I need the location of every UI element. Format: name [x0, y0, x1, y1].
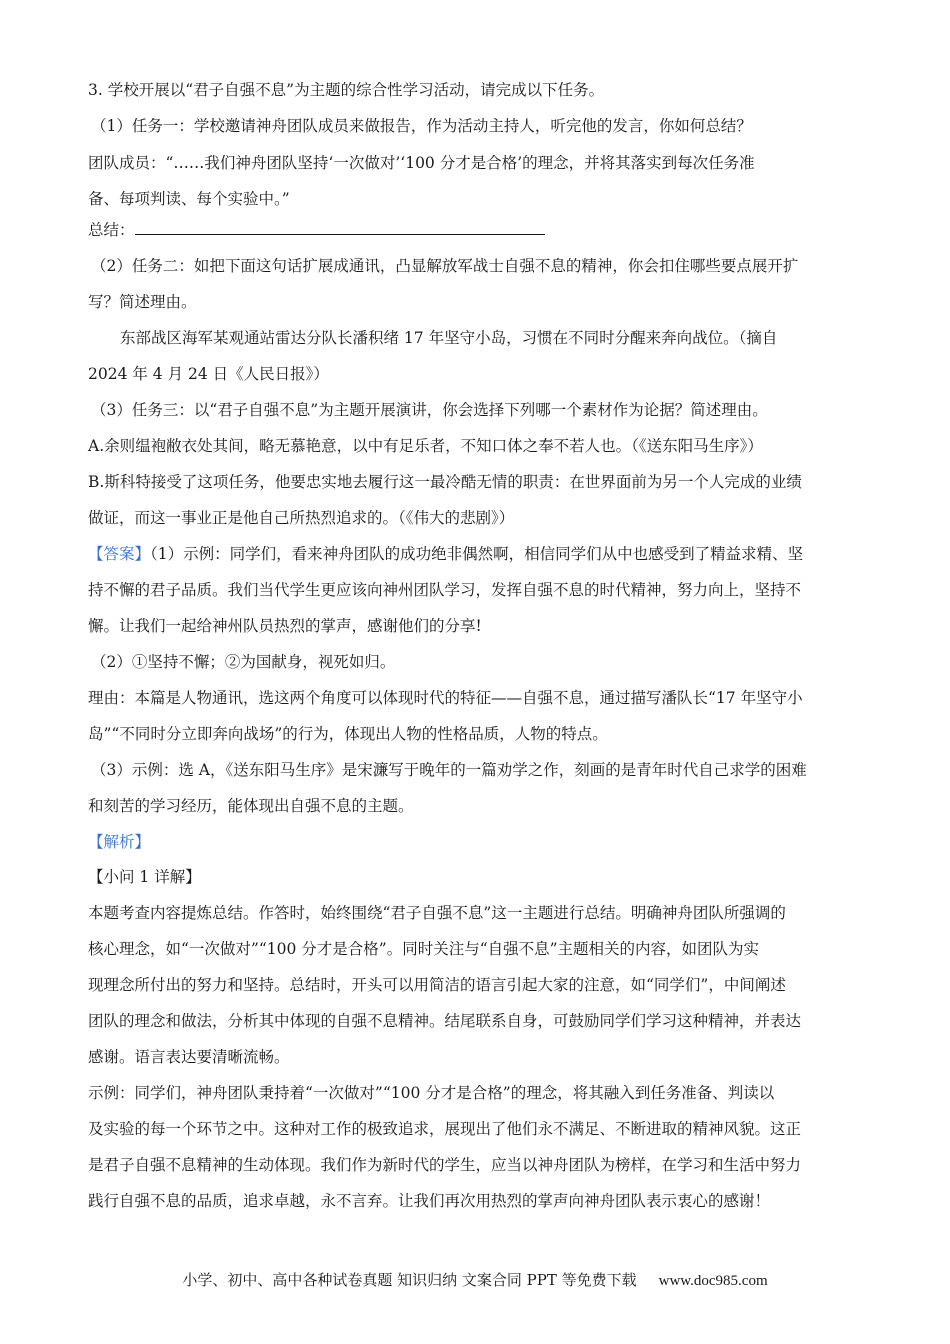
answer-1-line3: 懈。让我们一起给神州队员热烈的掌声，感谢他们的分享!: [88, 617, 482, 635]
analysis-tag: 【解析】: [88, 833, 151, 851]
task2-excerpt-line2: 2024 年 4 月 24 日《人民日报》）: [88, 365, 329, 383]
task3-prompt: （3）任务三：以“君子自强不息”为主题开展演讲，你会选择下列哪一个素材作为论据？简述理由。: [91, 401, 768, 419]
task1-prompt: （1）任务一：学校邀请神舟团队成员来做报告，作为活动主持人，听完他的发言，你如何总结？: [91, 117, 752, 135]
analysis-example-line4: 践行自强不息的品质，追求卓越，永不言弃。让我们再次用热烈的掌声向神舟团队表示衷心的感谢！: [88, 1192, 771, 1210]
analysis-p1-line2: 核心理念，如“一次做对”“100 分才是合格”。同时关注与“自强不息”主题相关的内容，如团队为实: [88, 940, 760, 958]
analysis-p1-line4: 团队的理念和做法，分析其中体现的自强不息精神。结尾联系自身，可鼓励同学们学习这种精神，并表达: [88, 1012, 802, 1030]
analysis-sub1-heading: 【小问 1 详解】: [88, 868, 201, 886]
answer-1-line2: 持不懈的君子品质。我们当代学生更应该向神州团队学习，发挥自强不息的时代精神，努力向上，坚持不: [88, 581, 802, 599]
answer-row1: [88, 544, 803, 564]
analysis-example-line2: 及实验的每一个环节之中。这种对工作的极致追求，展现出了他们永不满足、不断进取的精神风貌。这正: [88, 1120, 802, 1138]
task2-prompt-line2: 写？简述理由。: [88, 293, 197, 311]
answer-2-line1: （2）①坚持不懈；②为国献身，视死如归。: [91, 653, 396, 671]
summary-row: [88, 220, 545, 240]
footer-url[interactable]: www.doc985.com: [658, 1273, 768, 1289]
analysis-p1-line5: 感谢。语言表达要清晰流畅。: [88, 1048, 290, 1066]
task2-excerpt-line1: 东部战区海军某观通站雷达分队长潘积绪 17 年坚守小岛，习惯在不同时分醒来奔向战位。（摘自: [120, 329, 778, 347]
answer-2-line3: 岛”“不同时分立即奔向战场”的行为，体现出人物的性格品质，人物的特点。: [88, 725, 608, 743]
answer-tag: 【答案】: [88, 545, 151, 563]
task3-option-b-line1: B.斯科特接受了这项任务，他要忠实地去履行这一最冷酷无情的职责：在世界面前为另一个人完成的业绩: [88, 473, 802, 491]
footer-text: 小学、初中、高中各种试卷真题 知识归纳 文案合同 PPT 等免费下载: [182, 1271, 637, 1289]
task1-quote-line1: 团队成员：“……我们神舟团队坚持‘一次做对’‘100 分才是合格’的理念，并将其落实到每次任务准: [88, 154, 755, 172]
question-intro: 3. 学校开展以“君子自强不息”为主题的综合性学习活动，请完成以下任务。: [88, 81, 605, 99]
summary-answer-blank: [135, 220, 545, 235]
answer-3-line1: （3）示例：选 A，《送东阳马生序》是宋濂写于晚年的一篇劝学之作，刻画的是青年时代自己求学的困难: [91, 761, 807, 779]
page-footer: [0, 1270, 950, 1291]
task1-quote-line2: 备、每项判读、每个实验中。”: [88, 190, 290, 208]
answer-1-line1: （1）示例：同学们，看来神舟团队的成功绝非偶然啊，相信同学们从中也感受到了精益求精、坚: [150, 545, 804, 563]
analysis-example-line3: 是君子自强不息精神的生动体现。我们作为新时代的学生，应当以神舟团队为榜样，在学习和生活中努力: [88, 1156, 802, 1174]
task3-option-b-line2: 做证，而这一事业正是他自己所热烈追求的。（《伟大的悲剧》）: [88, 509, 515, 527]
analysis-p1-line1: 本题考查内容提炼总结。作答时，始终围绕“君子自强不息”这一主题进行总结。明确神舟团队所强调的: [88, 904, 786, 922]
task2-prompt-line1: （2）任务二：如把下面这句话扩展成通讯，凸显解放军战士自强不息的精神，你会扣住哪些要点展开扩: [91, 257, 799, 275]
task3-option-a: A.余则缊袍敝衣处其间，略无慕艳意，以中有足乐者，不知口体之奉不若人也。（《送东阳马生序》）: [88, 437, 763, 455]
analysis-example-line1: 示例：同学们，神舟团队秉持着“一次做对”“100 分才是合格”的理念，将其融入到任务准备、判读以: [88, 1084, 775, 1102]
analysis-p1-line3: 现理念所付出的努力和坚持。总结时，开头可以用简洁的语言引起大家的注意，如“同学们”，中间阐述: [88, 976, 786, 994]
answer-3-line2: 和刻苦的学习经历，能体现出自强不息的主题。: [88, 797, 414, 815]
summary-label: 总结：: [88, 221, 135, 239]
answer-2-line2: 理由：本篇是人物通讯，选这两个角度可以体现时代的特征——自强不息，通过描写潘队长“17 年坚守小: [88, 689, 803, 707]
